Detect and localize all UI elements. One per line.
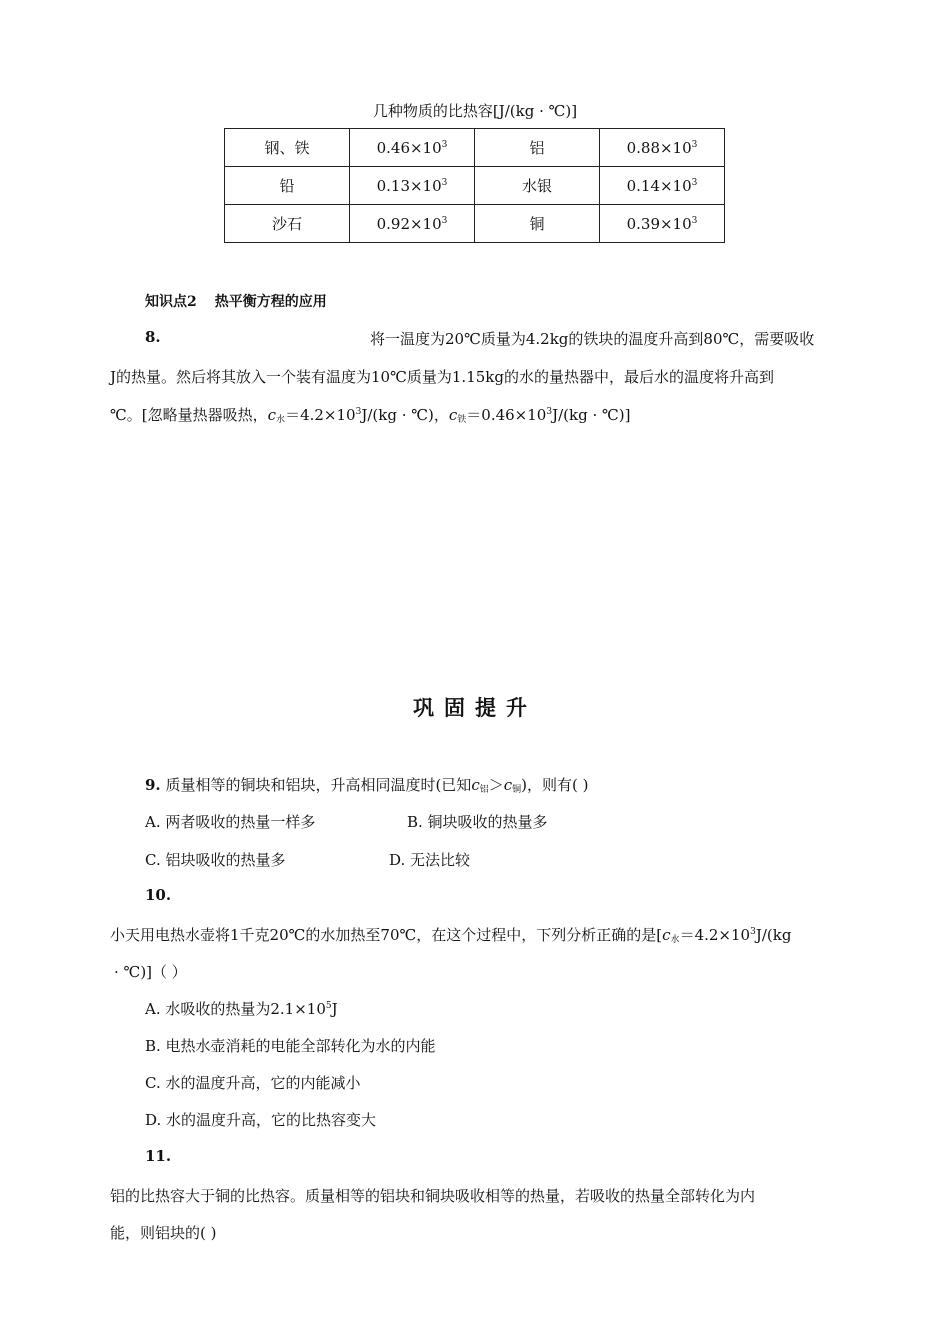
table-cell: 铅: [225, 167, 350, 205]
knowledge-point-heading: [145, 291, 327, 311]
knowledge-point-title: 热平衡方程的应用: [214, 294, 327, 310]
question-8-number: 8.: [145, 328, 161, 346]
table-cell: $0.46\times 10^3$: [350, 129, 475, 167]
table-cell: 水银: [475, 167, 600, 205]
table-cell: 铝: [475, 129, 600, 167]
table-row: [225, 167, 725, 205]
table-cell: $0.13\times 10^3$: [350, 167, 475, 205]
table-cell: $0.14\times 10^3$: [600, 167, 725, 205]
table-row: [225, 129, 725, 167]
specific-heat-table: [224, 128, 725, 243]
question-8-line3: ℃。[忽略量热器吸热，$c_水=4.2\times 10^3J/(kg$ · ℃)，$c_铁=0.46\times 10^3J/(kg$ · ℃)]: [110, 406, 631, 425]
question-9-option-c: C. 铝块吸收的热量多: [145, 851, 286, 869]
question-10-stem: 小天用电热水壶将1千克20℃的水加热至70℃，在这个过程中，下列分析正确的是[$c_水=4.2\times 10^3J/(kg$: [110, 926, 792, 945]
question-11-number: 11.: [145, 1147, 172, 1165]
question-9-stem: 9. 质量相等的铜块和铝块，升高相同温度时(已知$c_铝>c_铜$)，则有( ): [145, 776, 589, 795]
question-10-option-d: D. 水的温度升高，它的比热容变大: [145, 1111, 377, 1129]
question-9-option-a: A. 两者吸收的热量一样多: [145, 813, 316, 831]
table-cell: $0.88\times 10^3$: [600, 129, 725, 167]
question-9-option-b: B. 铜块吸收的热量多: [407, 813, 548, 831]
question-10-option-b: B. 电热水壶消耗的电能全部转化为水的内能: [145, 1037, 436, 1055]
table-cell: 钢、铁: [225, 129, 350, 167]
question-11-line1: 铝的比热容大于铜的比热容。质量相等的铝块和铜块吸收相等的热量，若吸收的热量全部转化为内: [110, 1187, 756, 1205]
table-row: [225, 205, 725, 243]
table-caption: 几种物质的比热容[J/(kg · ℃)]: [372, 102, 578, 120]
section-title: 巩固提升: [413, 695, 537, 720]
table-cell: $0.92\times 10^3$: [350, 205, 475, 243]
question-10-option-a: A. 水吸收的热量为$2.1\times 10^5J$: [145, 1000, 338, 1018]
question-8-line2: J的热量。然后将其放入一个装有温度为10℃质量为1.15kg的水的量热器中，最后水的温度将升高到: [110, 368, 774, 386]
question-11-line2: 能，则铝块的( ): [110, 1224, 217, 1242]
question-10-number: 10.: [145, 886, 172, 904]
question-9-option-d: D. 无法比较: [389, 851, 471, 869]
question-10-option-c: C. 水的温度升高，它的内能减小: [145, 1074, 361, 1092]
knowledge-point-label: 知识点2: [145, 294, 197, 310]
question-10-stem-line2: · ℃)]（ ）: [114, 963, 187, 981]
table-cell: $0.39\times 10^3$: [600, 205, 725, 243]
table-cell: 铜: [475, 205, 600, 243]
question-8-line1: 将一温度为20℃质量为4.2kg的铁块的温度升高到80℃，需要吸收: [370, 330, 815, 348]
table-cell: 沙石: [225, 205, 350, 243]
